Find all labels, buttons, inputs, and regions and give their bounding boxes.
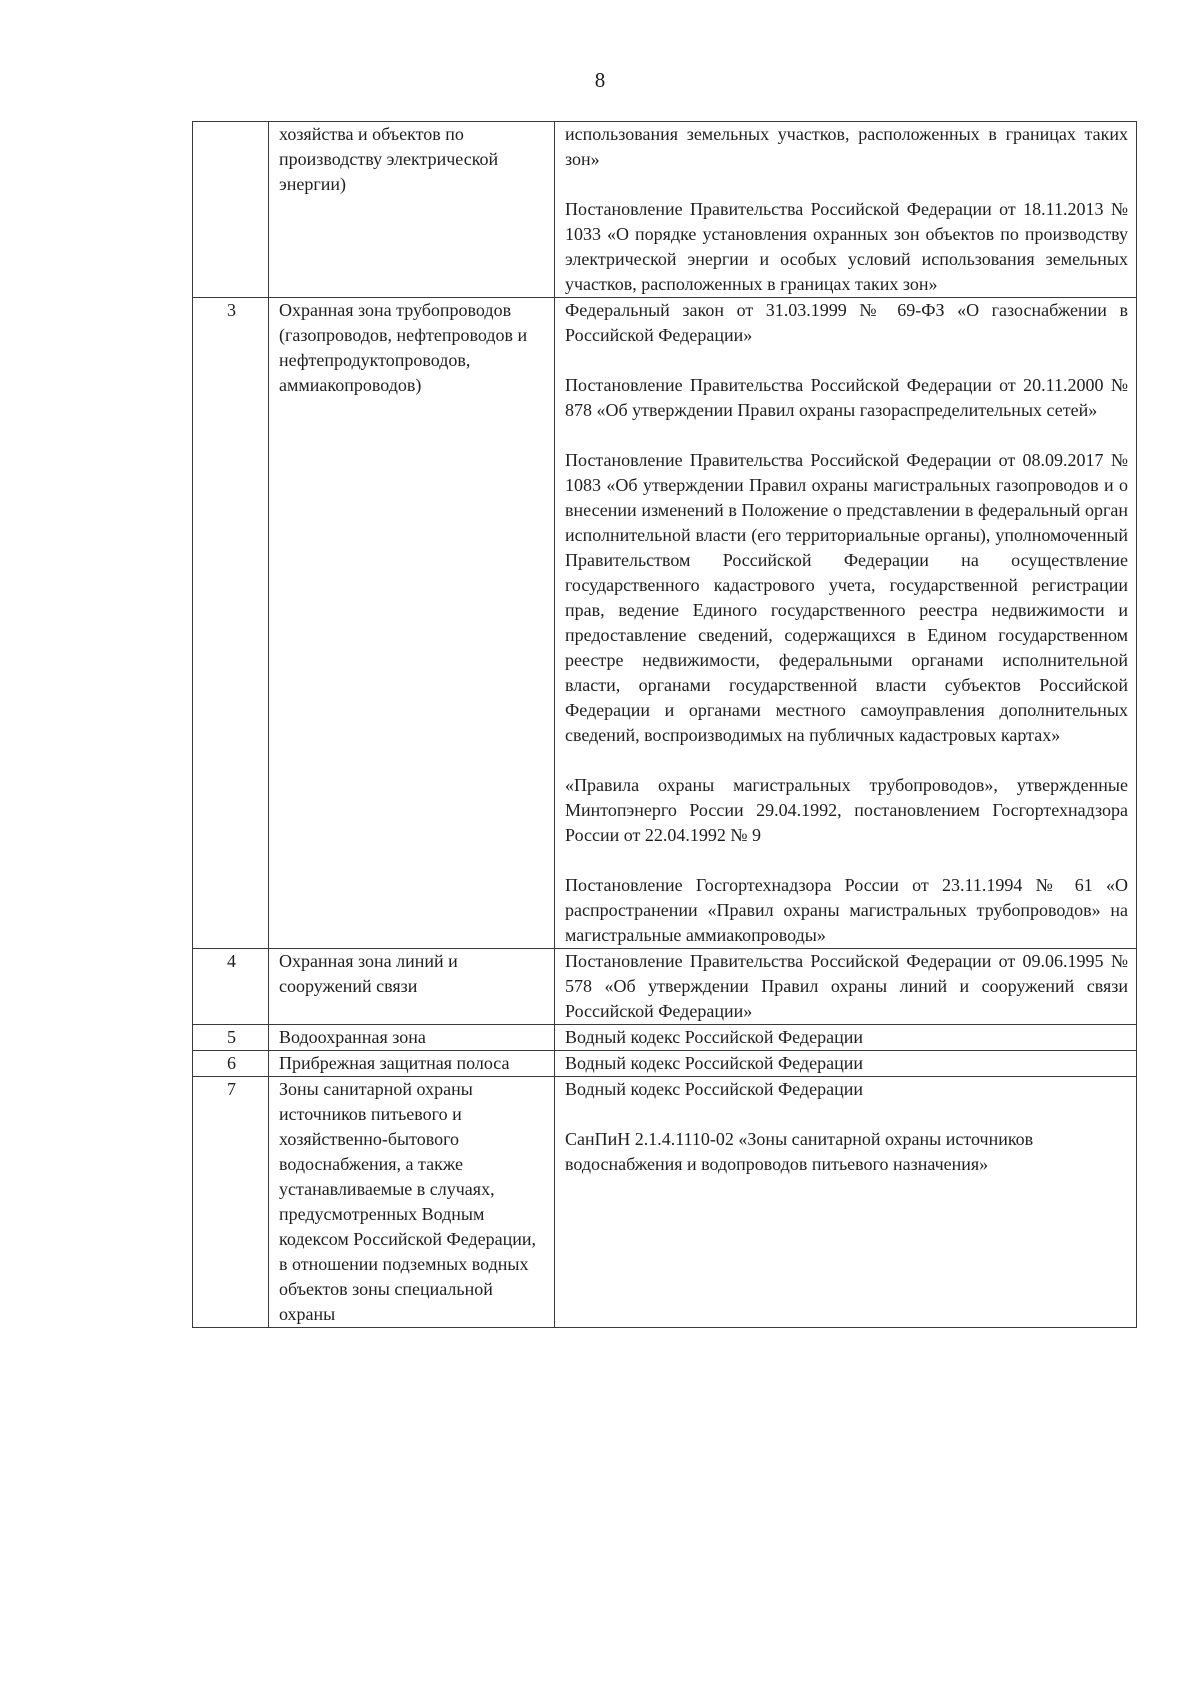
- row-number: 7: [193, 1077, 269, 1328]
- legal-basis: [555, 298, 1137, 949]
- zone-name: хозяйства и объектов по производству электрической энергии): [269, 122, 555, 298]
- zone-name: Прибрежная защитная полоса: [269, 1051, 555, 1077]
- legal-basis: [555, 1051, 1137, 1077]
- table-row: [193, 298, 1137, 949]
- table-row: [193, 1025, 1137, 1051]
- table-row: [193, 949, 1137, 1025]
- law-entry: СанПиН 2.1.4.1110-02 «Зоны санитарной охраны источников водоснабжения и водопроводов питьевого назначения»: [565, 1129, 1034, 1174]
- row-number: [193, 122, 269, 298]
- table-row: [193, 122, 1137, 298]
- law-entry: Водный кодекс Российской Федерации: [565, 1027, 863, 1047]
- law-entry: Водный кодекс Российской Федерации: [565, 1053, 863, 1073]
- table-row: [193, 1051, 1137, 1077]
- law-entry: Постановление Правительства Российской Федерации от 09.06.1995 № 578 «Об утверждении Правил охраны линий и сооружений связи Российской Федерации»: [565, 951, 1128, 1021]
- row-number: 6: [193, 1051, 269, 1077]
- row-number: 5: [193, 1025, 269, 1051]
- law-entry: Федеральный закон от 31.03.1999 № 69-ФЗ «О газоснабжении в Российской Федерации»: [565, 300, 1128, 345]
- law-entry: Постановление Госгортехнадзора России от 23.11.1994 № 61 «О распространении «Правил охраны магистральных трубопроводов» на магистральные аммиакопроводы»: [565, 875, 1128, 945]
- law-entry: Постановление Правительства Российской Федерации от 08.09.2017 № 1083 «Об утверждении Правил охраны магистральных газопроводов и о внесении изменений в Положение о представлении в федеральный орган исполнительной власти (его территориальные органы), уполномоченный Правительством Российской Федерации на осуществление государственного кадастрового учета, государственной регистрации прав, ведение Единого государственного реестра недвижимости и предоставление сведений, содержащихся в Едином государственном реестре недвижимости, федеральными органами исполнительной власти, органами государственной власти субъектов Российской Федерации и органами местного самоуправления дополнительных сведений, воспроизводимых на публичных кадастровых картах»: [565, 450, 1128, 745]
- zone-name: Охранная зона линий и сооружений связи: [269, 949, 555, 1025]
- zones-table: [192, 121, 1137, 1328]
- legal-basis: [555, 1077, 1137, 1328]
- row-number: 4: [193, 949, 269, 1025]
- page-number: 8: [594, 68, 606, 92]
- zone-name: Зоны санитарной охраны источников питьевого и хозяйственно-бытового водоснабжения, а также устанавливаемые в случаях, предусмотренных Водным кодексом Российской Федерации, в отношении подземных водных объектов зоны специальной охраны: [269, 1077, 555, 1328]
- legal-basis: [555, 1025, 1137, 1051]
- law-entry: Водный кодекс Российской Федерации: [565, 1079, 863, 1099]
- law-entry: «Правила охраны магистральных трубопроводов», утвержденные Минтопэнерго России 29.04.1992, постановлением Госгортехнадзора России от 22.04.1992 № 9: [565, 775, 1128, 845]
- legal-basis: [555, 122, 1137, 298]
- zone-name: Водоохранная зона: [269, 1025, 555, 1051]
- table-row: [193, 1077, 1137, 1328]
- law-entry: Постановление Правительства Российской Федерации от 18.11.2013 № 1033 «О порядке установления охранных зон объектов по производству электрической энергии и особых условий использования земельных участков, расположенных в границах таких зон»: [565, 199, 1128, 294]
- legal-basis: [555, 949, 1137, 1025]
- zone-name: Охранная зона трубопроводов (газопроводов, нефтепроводов и нефтепродуктопроводов, аммиакопроводов): [269, 298, 555, 949]
- row-number: 3: [193, 298, 269, 949]
- law-entry: использования земельных участков, расположенных в границах таких зон»: [565, 124, 1128, 169]
- law-entry: Постановление Правительства Российской Федерации от 20.11.2000 № 878 «Об утверждении Правил охраны газораспределительных сетей»: [565, 375, 1128, 420]
